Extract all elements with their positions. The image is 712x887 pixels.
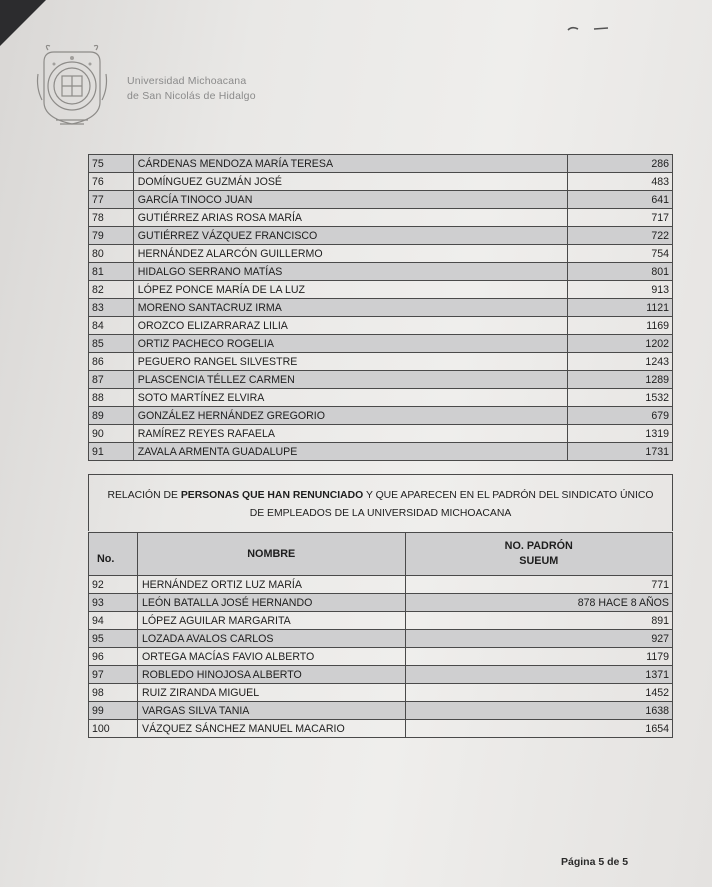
table-row	[89, 612, 673, 630]
row-number: 97	[89, 666, 138, 684]
table-row	[89, 371, 673, 389]
table-row	[89, 576, 673, 594]
row-name: VARGAS SILVA TANIA	[138, 702, 406, 720]
caption-suffix: Y QUE APARECEN EN EL PADRÓN DEL SINDICATO ÚNICO	[363, 490, 654, 501]
table-row	[89, 684, 673, 702]
row-number: 91	[89, 443, 134, 461]
row-padron-number: 1202	[568, 335, 673, 353]
table-row	[89, 666, 673, 684]
row-number: 90	[89, 425, 134, 443]
table-row	[89, 335, 673, 353]
table-header-row	[89, 533, 673, 576]
row-number: 98	[89, 684, 138, 702]
row-number: 81	[89, 263, 134, 281]
row-number: 96	[89, 648, 138, 666]
row-name: OROZCO ELIZARRARAZ LILIA	[133, 317, 567, 335]
row-name: LÓPEZ AGUILAR MARGARITA	[138, 612, 406, 630]
row-name: SOTO MARTÍNEZ ELVIRA	[133, 389, 567, 407]
table-row	[89, 594, 673, 612]
row-padron-number: 913	[568, 281, 673, 299]
resigned-table	[88, 532, 673, 738]
row-number: 80	[89, 245, 134, 263]
row-padron-number: 1319	[568, 425, 673, 443]
table-row	[89, 245, 673, 263]
table-row	[89, 630, 673, 648]
row-padron-number: 1121	[568, 299, 673, 317]
row-name: GARCÍA TINOCO JUAN	[133, 191, 567, 209]
row-padron-number: 1179	[405, 648, 673, 666]
row-name: LÓPEZ PONCE MARÍA DE LA LUZ	[133, 281, 567, 299]
row-name: HERNÁNDEZ ORTIZ LUZ MARÍA	[138, 576, 406, 594]
row-name: DOMÍNGUEZ GUZMÁN JOSÉ	[133, 173, 567, 191]
institution-line-2: de San Nicolás de Hidalgo	[127, 90, 256, 102]
caption-prefix: RELACIÓN DE	[107, 490, 181, 501]
row-padron-number: 891	[405, 612, 673, 630]
table-row	[89, 443, 673, 461]
row-number: 89	[89, 407, 134, 425]
row-padron-number: 717	[568, 209, 673, 227]
row-name: HERNÁNDEZ ALARCÓN GUILLERMO	[133, 245, 567, 263]
resigned-section-caption	[88, 474, 673, 531]
table-row	[89, 317, 673, 335]
row-name: HIDALGO SERRANO MATÍAS	[133, 263, 567, 281]
table-row	[89, 353, 673, 371]
pen-mark	[566, 24, 614, 34]
column-header-name: NOMBRE	[138, 533, 406, 576]
university-seal-icon	[34, 44, 110, 128]
row-name: ZAVALA ARMENTA GUADALUPE	[133, 443, 567, 461]
row-name: ROBLEDO HINOJOSA ALBERTO	[138, 666, 406, 684]
row-padron-number: 1289	[568, 371, 673, 389]
row-number: 92	[89, 576, 138, 594]
row-name: PLASCENCIA TÉLLEZ CARMEN	[133, 371, 567, 389]
row-padron-number: 878 HACE 8 AÑOS	[405, 594, 673, 612]
table-row	[89, 648, 673, 666]
caption-bold: PERSONAS QUE HAN RENUNCIADO	[180, 490, 364, 501]
row-number: 79	[89, 227, 134, 245]
row-number: 84	[89, 317, 134, 335]
table-row	[89, 407, 673, 425]
table-row	[89, 173, 673, 191]
row-padron-number: 679	[568, 407, 673, 425]
row-number: 88	[89, 389, 134, 407]
row-padron-number: 1654	[405, 720, 673, 738]
institution-name	[127, 74, 256, 104]
row-name: ORTIZ PACHECO ROGELIA	[133, 335, 567, 353]
row-padron-number: 927	[405, 630, 673, 648]
row-padron-number: 1371	[405, 666, 673, 684]
table-row	[89, 425, 673, 443]
row-number: 99	[89, 702, 138, 720]
table-row	[89, 299, 673, 317]
row-number: 87	[89, 371, 134, 389]
row-name: LEÓN BATALLA JOSÉ HERNANDO	[138, 594, 406, 612]
row-number: 78	[89, 209, 134, 227]
row-padron-number: 641	[568, 191, 673, 209]
row-padron-number: 722	[568, 227, 673, 245]
column-header-padron	[405, 533, 673, 576]
row-name: VÁZQUEZ SÁNCHEZ MANUEL MACARIO	[138, 720, 406, 738]
row-padron-number: 1731	[568, 443, 673, 461]
institution-line-1: Universidad Michoacana	[127, 75, 247, 87]
row-name: GUTIÉRREZ VÁZQUEZ FRANCISCO	[133, 227, 567, 245]
table-row	[89, 720, 673, 738]
row-name: LOZADA AVALOS CARLOS	[138, 630, 406, 648]
row-padron-number: 483	[568, 173, 673, 191]
row-padron-number: 1532	[568, 389, 673, 407]
row-number: 75	[89, 155, 134, 173]
row-name: GONZÁLEZ HERNÁNDEZ GREGORIO	[133, 407, 567, 425]
row-name: CÁRDENAS MENDOZA MARÍA TERESA	[133, 155, 567, 173]
row-number: 76	[89, 173, 134, 191]
row-number: 77	[89, 191, 134, 209]
row-padron-number: 1452	[405, 684, 673, 702]
table-row	[89, 389, 673, 407]
table-row	[89, 227, 673, 245]
row-padron-number: 286	[568, 155, 673, 173]
row-number: 85	[89, 335, 134, 353]
row-padron-number: 754	[568, 245, 673, 263]
table-row	[89, 702, 673, 720]
row-number: 83	[89, 299, 134, 317]
row-name: RAMÍREZ REYES RAFAELA	[133, 425, 567, 443]
row-padron-number: 801	[568, 263, 673, 281]
row-number: 93	[89, 594, 138, 612]
page-corner-fold	[0, 0, 46, 46]
row-name: GUTIÉRREZ ARIAS ROSA MARÍA	[133, 209, 567, 227]
table-row	[89, 209, 673, 227]
row-name: MORENO SANTACRUZ IRMA	[133, 299, 567, 317]
row-number: 82	[89, 281, 134, 299]
row-number: 86	[89, 353, 134, 371]
caption-line-2: DE EMPLEADOS DE LA UNIVERSIDAD MICHOACANA	[249, 508, 512, 519]
row-padron-number: 1638	[405, 702, 673, 720]
table-row	[89, 281, 673, 299]
row-name: ORTEGA MACÍAS FAVIO ALBERTO	[138, 648, 406, 666]
row-name: RUIZ ZIRANDA MIGUEL	[138, 684, 406, 702]
column-header-no: No.	[89, 533, 138, 576]
column-header-padron-line1: NO. PADRÓN	[504, 540, 573, 552]
row-name: PEGUERO RANGEL SILVESTRE	[133, 353, 567, 371]
row-padron-number: 771	[405, 576, 673, 594]
table-row	[89, 155, 673, 173]
table-row	[89, 263, 673, 281]
row-padron-number: 1243	[568, 353, 673, 371]
row-number: 100	[89, 720, 138, 738]
members-table	[88, 154, 673, 461]
column-header-padron-line2: SUEUM	[519, 555, 559, 567]
table-row	[89, 191, 673, 209]
row-padron-number: 1169	[568, 317, 673, 335]
row-number: 95	[89, 630, 138, 648]
page-number: Página 5 de 5	[561, 856, 629, 868]
row-number: 94	[89, 612, 138, 630]
